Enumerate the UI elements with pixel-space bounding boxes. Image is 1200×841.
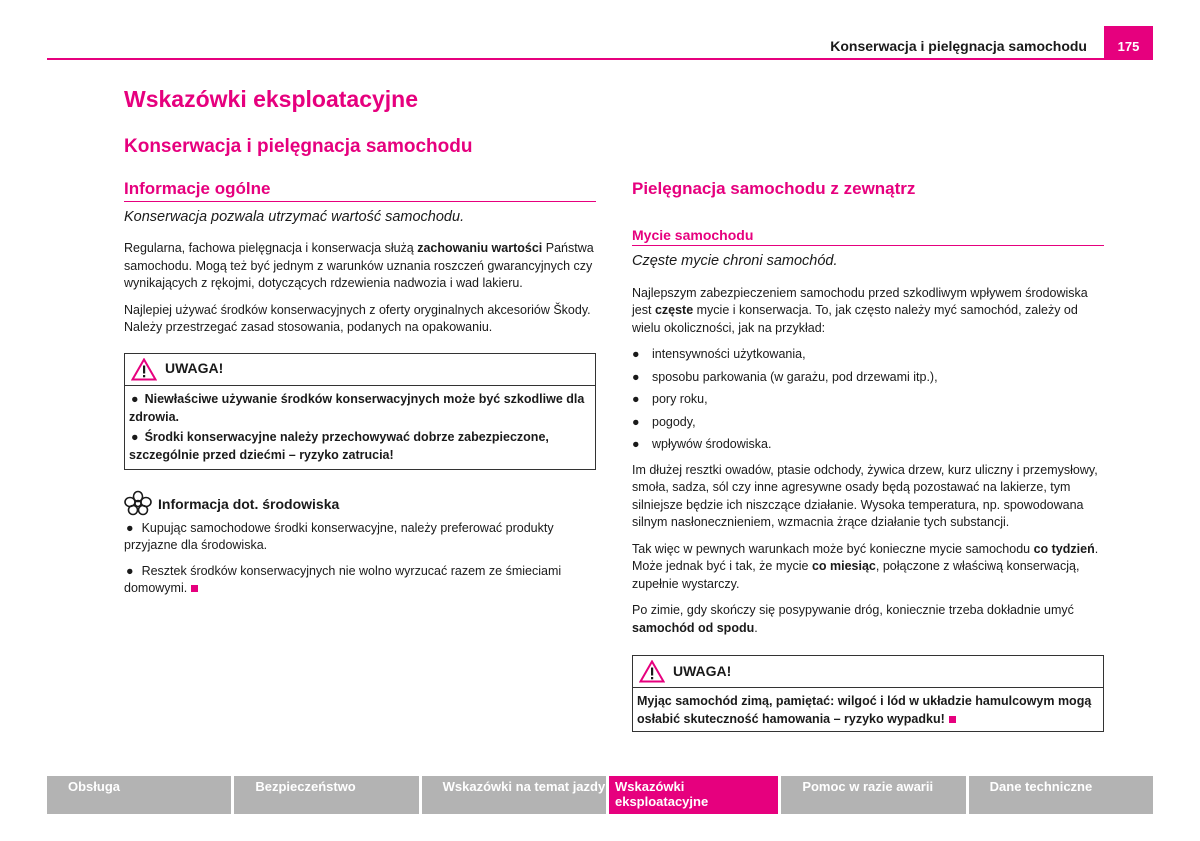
- bullet-dot-icon: ●: [632, 392, 640, 406]
- chapter-navigation: [47, 776, 1153, 814]
- warning-text: Myjąc samochód zimą, pamiętać: wilgoć i lód w układzie hamulcowym mogą osłabić skuteczność hamowania – ryzyko wypadku!: [637, 694, 1092, 726]
- exterior-care-heading: Pielęgnacja samochodu z zewnątrz: [632, 179, 916, 198]
- car-wash-lead: Częste mycie chroni samochód.: [632, 253, 838, 269]
- general-info-paragraph-1: Regularna, fachowa pielęgnacja i konserwacja służą zachowaniu wartości Państwa samochodu. Mogą też być jednym z warunków uznania roszczeń gwarancyjnych czy wynikających z rękojmi, dotyczących rdzewienia nadwozia i wad lakieru.: [124, 241, 594, 290]
- bullet-dot-icon: ●: [126, 520, 134, 535]
- bullet-dot-icon: ●: [126, 563, 134, 578]
- environment-info-header: [124, 490, 596, 516]
- bullet-dot-icon: ●: [131, 429, 139, 444]
- header-rule: [47, 58, 1153, 60]
- nav-tab-wskazowki-eksploatacyjne[interactable]: Wskazówki eksploatacyjne: [609, 776, 778, 814]
- car-wash-paragraph-3: Tak więc w pewnych warunkach może być konieczne mycie samochodu co tydzień. Może jednak być i tak, że mycie co miesiąc, połączone z właściwą konserwacją, zupełnie wystarczy.: [632, 541, 1099, 591]
- warning-header: [633, 656, 1103, 688]
- list-item: ● intensywności użytkowania,: [632, 346, 1104, 364]
- nav-tab-obsluga[interactable]: Obsługa: [47, 776, 231, 814]
- bullet-dot-icon: ●: [131, 391, 139, 406]
- nav-tab-pomoc-awarii[interactable]: Pomoc w razie awarii: [781, 776, 965, 814]
- warning-item: ● Niewłaściwe używanie środków konserwacyjnych może być szkodliwe dla zdrowia.: [129, 391, 585, 424]
- general-info-heading: Informacje ogólne: [124, 180, 596, 202]
- environment-item: ● Kupując samochodowe środki konserwacyjne, należy preferować produkty przyjazne dla środowiska.: [124, 520, 554, 552]
- bullet-dot-icon: ●: [632, 347, 640, 361]
- bullet-dot-icon: ●: [632, 437, 640, 451]
- car-wash-paragraph-4: Po zimie, gdy skończy się posypywanie dróg, koniecznie trzeba dokładnie umyć samochód od spodu.: [632, 603, 1074, 635]
- chapter-title: Wskazówki eksploatacyjne: [124, 86, 419, 112]
- section-end-mark-icon: [191, 585, 198, 592]
- right-column: [632, 180, 1104, 752]
- wash-factors-list: [632, 346, 1104, 454]
- environment-item: ● Resztek środków konserwacyjnych nie wolno wyrzucać razem ze śmieciami domowymi.: [124, 563, 562, 595]
- environment-info-label: Informacja dot. środowiska: [158, 495, 340, 512]
- warning-box-left: [124, 353, 596, 470]
- warning-label: UWAGA!: [673, 662, 732, 679]
- warning-header: [125, 354, 595, 386]
- running-header-title: Konserwacja i pielęgnacja samochodu: [830, 38, 1087, 54]
- warning-triangle-icon: [131, 358, 157, 381]
- list-item: ● wpływów środowiska.: [632, 436, 1104, 454]
- nav-tab-bezpieczenstwo[interactable]: Bezpieczeństwo: [234, 776, 418, 814]
- list-item: ● pory roku,: [632, 391, 1104, 409]
- nav-tab-dane-techniczne[interactable]: Dane techniczne: [969, 776, 1153, 814]
- warning-body: [125, 386, 595, 469]
- warning-box-right: [632, 655, 1104, 732]
- list-item: ● pogody,: [632, 414, 1104, 432]
- general-info-paragraph-2: Najlepiej używać środków konserwacyjnych z oferty oryginalnych akcesoriów Škody. Należy przestrzegać zasad stosowania, podanych na opakowaniu.: [124, 302, 591, 334]
- bullet-dot-icon: ●: [632, 369, 640, 384]
- left-column: [124, 180, 596, 606]
- warning-label: UWAGA!: [165, 360, 224, 377]
- general-info-lead: Konserwacja pozwala utrzymać wartość samochodu.: [124, 208, 465, 225]
- car-wash-heading: Mycie samochodu: [632, 227, 1104, 247]
- list-item: ● sposobu parkowania (w garażu, pod drzewami itp.),: [632, 369, 1104, 387]
- section-end-mark-icon: [949, 716, 956, 723]
- bullet-dot-icon: ●: [632, 414, 640, 429]
- car-wash-paragraph-1: Najlepszym zabezpieczeniem samochodu przed szkodliwym wpływem środowiska jest częste mycie i konserwacja. To, jak często należy myć samochód, zależy od wielu okoliczności, jak na przykład:: [632, 285, 1088, 335]
- warning-item: ● Środki konserwacyjne należy przechowywać dobrze zabezpieczone, szczególnie przed dziećmi – ryzyko zatrucia!: [129, 429, 549, 462]
- page-number: 175: [1104, 26, 1153, 60]
- flower-environment-icon: [124, 490, 152, 516]
- warning-triangle-icon: [639, 660, 665, 683]
- section-title: Konserwacja i pielęgnacja samochodu: [124, 136, 473, 157]
- nav-tab-wskazowki-jazdy[interactable]: Wskazówki na temat jazdy: [422, 776, 606, 814]
- warning-body: [633, 688, 1103, 731]
- car-wash-paragraph-2: Im dłużej resztki owadów, ptasie odchody, żywica drzew, kurz uliczny i przemysłowy, smoła, sadza, sól czy inne agresywne osady będą pozostawać na lakierze, tym silniejsze będzie ich niszczące działanie. Wysoka temperatura, np. spowodowana silnym nasłonecznieniem, wzmacnia żrące działanie tych substancji.: [632, 462, 1098, 529]
